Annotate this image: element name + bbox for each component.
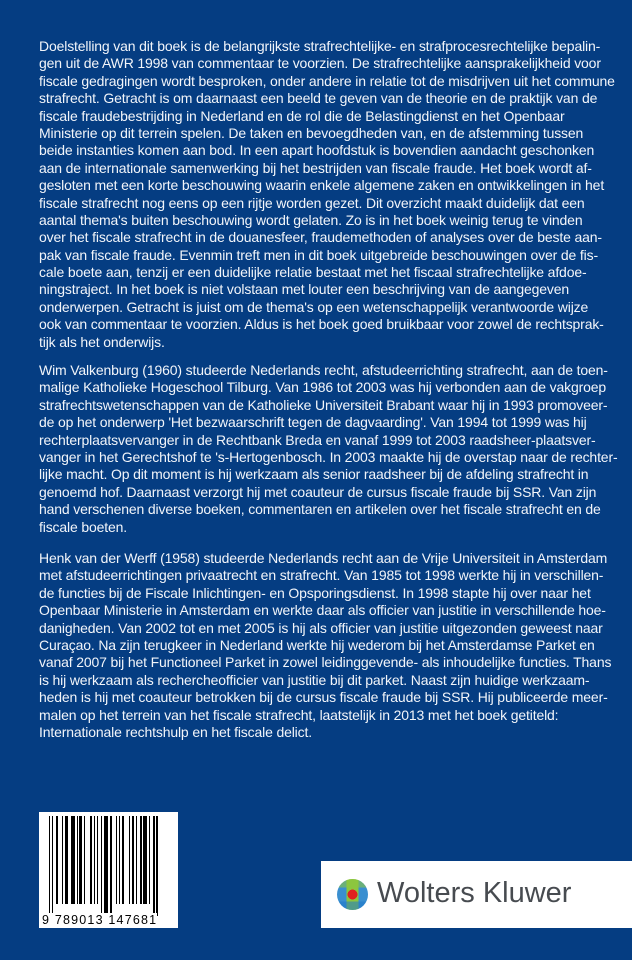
text-line: vanger in het Gerechtshof te 's-Hertogenbosch. In 2003 maakte hij de overstap naar de rechter-	[39, 448, 618, 465]
text-line: tijk als het onderwijs.	[39, 333, 165, 350]
text-line: pak van fiscale fraude. Evenmin treft men in dit boek uitgebreide beschouwingen over de fis-	[39, 246, 598, 263]
barcode-bar	[101, 816, 102, 916]
text-line: cale boete aan, tenzij er een duidelijke relatie bestaat met het fiscaal strafrechtelijke afdoe-	[39, 264, 587, 281]
text-line: fiscale strafrecht nog eens op een rijtje worden gezet. Dit overzicht maakt duidelijk dat een	[39, 194, 585, 211]
text-line: heden is hij met coauteur betrokken bij de cursus fiscale fraude bij SSR. Hij publiceerde meer-	[39, 689, 608, 706]
text-line: beide instanties komen aan bod. In een apart hoofdstuk is bovendien aandacht geschonken	[39, 142, 595, 159]
text-line: fiscale fraudebestrijding in Nederland en de rol die de Belastingdienst en het Openbaar	[39, 107, 565, 124]
text-line: danigheden. Van 2002 tot en met 2005 is hij als officier van justitie uitgezonden geweest naar	[39, 619, 603, 636]
barcode-bar	[149, 816, 150, 904]
description-paragraph	[39, 38, 624, 351]
text-line: Henk van der Werff (1958) studeerde Nederlands recht aan de Vrije Universiteit in Amsterdam	[39, 550, 608, 566]
text-line: aantal thema's buiten beschouwing wordt gelaten. Zo is in het boek weinig terug te vinden	[39, 211, 583, 228]
barcode-bar	[110, 816, 113, 916]
text-line: ningstraject. In het boek is niet volstaan met louter een beschrijving van de aangegeven	[39, 281, 570, 298]
author-bio-valkenburg	[39, 362, 624, 536]
barcode-bar	[84, 816, 85, 904]
text-line: lijke macht. Op dit moment is hij werkzaam als senior raadsheer bij de afdeling strafrecht in	[39, 466, 589, 483]
isbn-number: 9 789013 147681	[42, 913, 158, 927]
text-line: rechterplaatsvervanger in de Rechtbank Breda en vanaf 1999 tot 2003 raadsheer-plaatsver-	[39, 431, 596, 448]
text-line: over het fiscale strafrecht in de douanesfeer, fraudemethoden of analyses over de beste aan-	[39, 229, 602, 246]
barcode-bar	[116, 816, 117, 904]
barcode-bar	[140, 816, 141, 904]
publisher-logo	[321, 861, 632, 928]
barcode-bar	[97, 816, 98, 904]
text-line: malige Katholieke Hogeschool Tilburg. Van 1986 tot 2003 was hij verbonden aan de vakgroep	[39, 379, 607, 396]
text-line: met afstudeerrichtingen privaatrecht en strafrecht. Van 1985 tot 1998 werkte hij in verschillen-	[39, 567, 604, 584]
barcode-bar	[71, 816, 75, 904]
text-line: fiscale boeten.	[39, 518, 128, 535]
text-line: Internationale rechtshulp en het fiscale delict.	[39, 723, 312, 740]
wolters-kluwer-globe-icon	[337, 879, 368, 910]
text-line: onderwerpen. Getracht is juist om de thema's op een wetenschappelijk verantwoorde wijze	[39, 298, 589, 315]
barcode-bar	[156, 816, 157, 916]
publisher-name: Wolters Kluwer	[377, 877, 572, 909]
text-line: ook van commentaar te voorzien. Aldus is het boek goed bruikbaar voor zowel de rechtsprak-	[39, 316, 604, 333]
text-line: Openbaar Ministerie in Amsterdam en werkte daar als officier van justitie in verschillende hoe-	[39, 602, 606, 619]
text-line: gesloten met een korte beschouwing waarin enkele algemene zaken en ontwikkelingen in het	[39, 177, 605, 194]
barcode-bar	[104, 816, 108, 916]
barcode-bar	[79, 816, 82, 904]
text-line: Doelstelling van dit boek is de belangrijkste strafrechtelijke- en strafprocesrechtelijke bepalin-	[39, 38, 601, 54]
text-line: Ministerie op dit terrein spelen. De taken en bevoegdheden van, en de afstemming tussen	[39, 124, 584, 141]
barcode-bar	[65, 816, 68, 904]
text-line: strafrechtswetenschappen van de Katholieke Universiteit Brabant waar hij in 1993 promoveer-	[39, 396, 608, 413]
text-line: aan de internationale samenwerking bij het bestrijden van fiscale fraude. Het boek wordt af-	[39, 159, 592, 176]
barcode-bar	[132, 816, 135, 904]
text-line: malen op het terrein van het fiscale strafrecht, laatstelijk in 2013 met het boek getiteld:	[39, 706, 559, 723]
text-line: hand verschenen diverse boeken, commentaren en artikelen over het fiscale strafrecht en de	[39, 501, 601, 518]
author-bio-van-der-werff	[39, 550, 624, 741]
barcode-bar	[122, 816, 125, 904]
barcode-bar	[62, 816, 63, 904]
barcode-bar	[129, 816, 130, 904]
barcode-bar	[56, 816, 57, 904]
barcode-bar	[90, 816, 93, 904]
text-line: is hij werkzaam als rechercheofficier van justitie bij dit parket. Naast zijn huidige werkzaam-	[39, 671, 590, 688]
barcode-bar	[143, 816, 147, 904]
text-line: Wim Valkenburg (1960) studeerde Nederlands recht, afstudeerrichting strafrecht, aan de toen-	[39, 362, 608, 378]
text-line: de functies bij de Fiscale Inlichtingen- en Opsporingsdienst. In 1998 stapte hij over naar het	[39, 584, 591, 601]
text-line: strafrecht. Getracht is om daarnaast een beeld te geven van de theorie en de praktijk van de	[39, 90, 598, 107]
barcode-bar	[77, 816, 78, 904]
barcode-bar	[153, 816, 154, 916]
text-line: gen uit de AWR 1998 van commentaar te voorzien. De strafrechtelijke aansprakelijkheid voor	[39, 55, 601, 72]
text-line: fiscale gedragingen wordt besproken, onder andere in relatie tot de misdrijven uit het commune	[39, 72, 615, 89]
isbn-barcode	[39, 812, 178, 928]
barcode-bar	[94, 816, 95, 904]
barcode-bar	[119, 816, 120, 904]
barcode-bar	[52, 816, 53, 916]
barcode-bar	[136, 816, 137, 904]
text-line: vanaf 2007 bij het Functioneel Parket in zowel leidinggevende- als inhoudelijke functies. Thans	[39, 654, 612, 671]
barcode-bar	[49, 816, 50, 916]
text-line: Curaçao. Na zijn terugkeer in Nederland werkte hij wederom bij het Amsterdamse Parket en	[39, 636, 595, 653]
barcode-bars	[49, 816, 171, 916]
text-line: genoemd hof. Daarnaast verzorgt hij met coauteur de cursus fiscale fraude bij SSR. Van zijn	[39, 483, 597, 500]
text-line: de op het onderwerp 'Het bezwaarschrift tegen de dagvaarding'. Van 1994 tot 1999 was hij	[39, 414, 587, 431]
